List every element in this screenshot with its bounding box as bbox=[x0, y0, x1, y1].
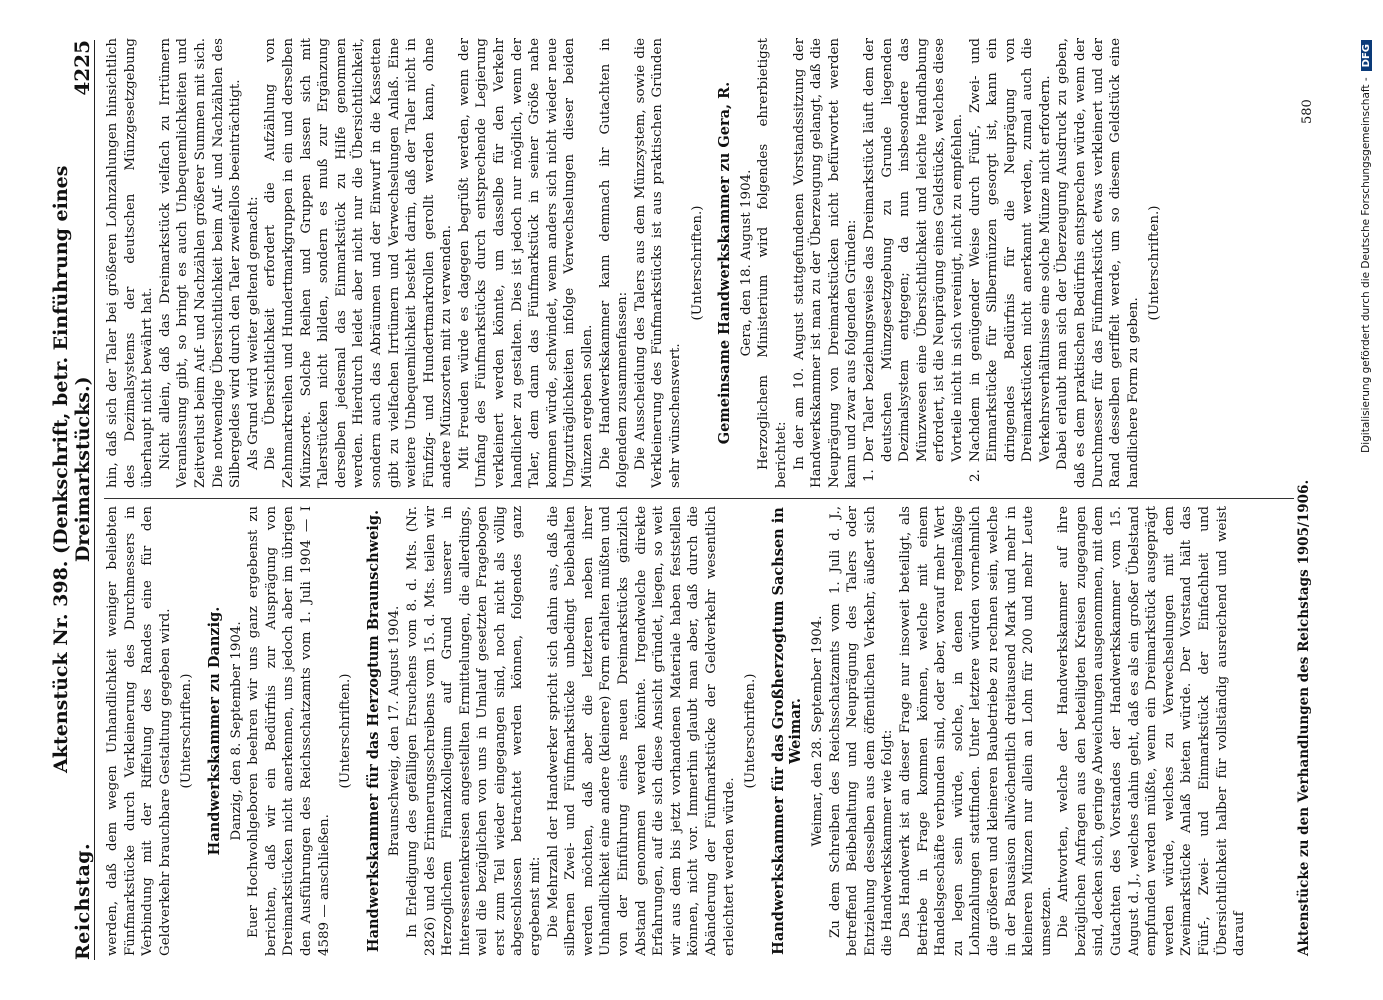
paragraph: In der am 10. August stattgefundenen Vorstandssitzung der Handwerkskammer ist man zu der Überzeugung gelangt, daß die Neuprägung von Dreimarkstücken nicht befürwortet werden kann und zwar aus folgenden Gründen: bbox=[791, 38, 860, 488]
paragraph: Die Handwerkskammer kann demnach ihr Gutachten in folgendem zusammenfassen: bbox=[597, 38, 631, 488]
paragraph: Euer Hochwohlgeboren beehren wir uns ganz ergebenst zu berichten, daß wir ein Bedürfnis zur Ausprägung von Dreimarkstücken nicht anerkennen, uns jedoch aber im übrigen den Ausführungen des Reichsschatzamts vom 1. Juli 1904 — I 4589 — anschließen. bbox=[246, 506, 332, 956]
right-column bbox=[104, 38, 1294, 488]
paragraph: Die Übersichtlichkeit erfordert die Aufzählung von Zehnmarkreihen und Hundertmarkgruppen in ein und derselben Münzsorte. Solche Reihen und Gruppen lassen sich mit Talerstücken nicht bilden, sondern es muß zur Ergänzung derselben jedesmal das Einmarkstück zu Hilfe genommen werden. Hierdurch leidet aber nicht nur die Übersichtlichkeit, sondern auch das Abräumen und der Einwurf in die Kassetten gibt zu vielfachen Irrtümern und Verwechselungen Anlaß. Eine weitere Unbequemlichkeit besteht darin, daß der Taler nicht in Fünfzig- und Hundertmarkrollen gerollt werden kann, ohne andere Münzsorten mit zu verwenden. bbox=[263, 38, 455, 488]
dfg-logo: DFG bbox=[1361, 40, 1372, 71]
section-heading: Handwerkskammer für das Herzogtum Braunschweig. bbox=[364, 509, 382, 953]
signature: (Unterschriften.) bbox=[179, 673, 195, 789]
paragraph: Als Grund wird weiter geltend gemacht: bbox=[245, 196, 261, 470]
paragraph: Dabei erlaubt man sich der Überzeugung Ausdruck zu geben, daß es dem praktischen Bedürfnis entsprechen würde, wenn der Durchmesser für das Fünfmarkstück etwas verkleinert und der Rand desselben geriffelt werde, um so diesem Geldstück eine handlichere Form zu geben. bbox=[1055, 38, 1141, 488]
footer-page-number: 580 bbox=[1300, 99, 1315, 124]
list-item-text: Nachdem in genügender Weise durch Fünf-, Zwei- und Einmarkstücke für Silbermünzen gesorgt ist, kann ein dringendes Bedürfnis für die Neuprägung von Dreimarkstücken nicht anerkannt werden, zumal auch die Verkehrsverhältnisse eine solche Münze nicht erfordern. bbox=[967, 38, 1053, 462]
paragraph: Die Ausscheidung des Talers aus dem Münzsystem, sowie die Verkleinerung des Fünfmarkstücks ist aus praktischen Gründen sehr wünschenswert. bbox=[632, 38, 683, 488]
paragraph: Mit Freuden würde es dagegen begrüßt werden, wenn der Umfang des Fünfmarkstücks durch entsprechende Legierung verkleinert werden könnte, um dasselbe für den Verkehr handlicher zu gestalten. Dies ist jedoch nur möglich, wenn der Taler, dem dann das Fünfmarkstück in seiner Größe nahe kommen würde, schwindet, wenn anders sich nicht wieder neue Ungzuträglichkeiten infolge Verwechselungen dieser beiden Münzen ergeben sollen. bbox=[456, 38, 596, 488]
paragraph: In Erledigung des gefälligen Ersuchens vom 8. d. Mts. (Nr. 2826) und des Erinnerungsschreibens vom 15. d. Mts. teilen wir Herzoglichem Finanzkollegium auf Grund unserer in Interessentenkreisen angestellten Ermittelungen, die allerdings, weil die bezüglichen von uns in Umlauf gesetzten Fragebogen erst zum Teil wieder eingegangen sind, noch nicht als völlig abgeschlossen betrachtet werden können, folgendes ganz ergebenst mit: bbox=[404, 506, 544, 956]
paragraph: Zu dem Schreiben des Reichsschatzamts vom 1. Juli d. J., betreffend Beibehaltung und Neuprägung des Talers oder Entziehung desselben aus dem öffentlichen Verkehr, äußert sich die Handwerkskammer wie folgt: bbox=[827, 506, 896, 956]
signature: (Unterschriften.) bbox=[743, 673, 759, 789]
list-item-number: 2. bbox=[967, 469, 983, 482]
list-item-number: 1. bbox=[861, 469, 877, 482]
section-heading: Handwerkskammer zu Danzig. bbox=[205, 606, 223, 856]
paragraph: hin, daß sich der Taler bei größeren Lohnzahlungen hinsichtlich des Dezimalsystems der deutschen Münzgesetzgebung überhaupt nicht bewährt hat. bbox=[105, 38, 156, 488]
left-column bbox=[104, 506, 1294, 956]
page-footer: Aktenstücke zu den Verhandlungen des Reichstags 1905/1906. bbox=[1296, 479, 1312, 956]
paragraph: Die Mehrzahl der Handwerker spricht sich dahin aus, daß die silbernen Zwei- und Fünfmarkstücke unbedingt beibehalten werden möchten, daß aber die letzteren neben ihrer Unhandlichkeit eine andere (kleinere) Form erhalten müßten und von der Einführung eines neuen Dreimarkstücks gänzlich Abstand genommen werden könnte. Irgendwelche direkte Erfahrungen, auf die sich diese Ansicht gründet, liegen, so weit wir aus dem bis jetzt vorhandenen Materiale haben feststellen können, nicht vor. Immerhin glaubt man aber, daß durch die Abänderung der Fünfmarkstücke der Geldverkehr wesentlich erleichtert werden würde. bbox=[545, 506, 737, 956]
paragraph: Nicht allein, daß das Dreimarkstück vielfach zu Irrtümern Veranlassung gibt, so bringt es auch Unbequemlichkeiten und Zeitverlust beim Auf- und Nachzählen größerer Summen mit sich. Die notwendige Übersichtlichkeit beim Auf- und Nachzählen des Silbergeldes wird durch den Taler zweifellos beeinträchtigt. bbox=[157, 38, 244, 488]
place-date: Gera, den 18. August 1904. bbox=[738, 169, 754, 357]
section-heading: Gemeinsame Handwerkskammer zu Gera, R. bbox=[716, 81, 734, 445]
digitization-text: Digitalisierung gefördert durch die Deutsche Forschungsgemeinschaft - bbox=[1360, 77, 1372, 453]
list-item bbox=[861, 38, 967, 488]
paragraph: Herzoglichem Ministerium wird folgendes ehrerbietigst berichtet: bbox=[756, 38, 789, 488]
header-title: Aktenstück Nr. 398. (Denkschrift, betr. Einführung eines Dreimarkstücks.) bbox=[50, 165, 94, 773]
paragraph: Die Antworten, welche der Handwerkskammer auf ihre bezüglichen Anfragen aus den beteiligten Kreisen zugegangen sind, decken sich, geringe Abweichungen ausgenommen, mit dem Gutachten des Vorstandes der Handwerkskammer vom 15. August d. J., welches dahin geht, daß es als ein großer Übelstand empfunden werden müßte, wenn ein Dreimarkstück ausgeprägt werden würde, welches zu Verwechselungen mit dem Zweimarkstücke Anlaß bieten würde. Der Vorstand hält das Fünf-, Zwei- und Einmarkstück der Einfachheit und Übersichtlichkeit halber für vollständig ausreichend und weist darauf bbox=[1056, 506, 1248, 956]
signature: (Unterschriften.) bbox=[338, 673, 354, 789]
column-divider bbox=[104, 498, 1294, 499]
page-header bbox=[50, 40, 95, 960]
paragraph: werden, daß dem wegen Unhandlichkeit weniger beliebten Fünfmarkstücke durch Verkleinerung des Durchmessers in Verbindung mit der Riffelung des Randes eine für den Geldverkehr brauchbare Gestaltung gegeben wird. bbox=[105, 506, 173, 956]
section-heading: Handwerkskammer für das Großherzogtum Sachsen in Weimar. bbox=[769, 507, 805, 955]
paragraph: Das Handwerk ist an dieser Frage nur insoweit beteiligt, als Betriebe in Frage kommen können, welche mit einem Handelsgeschäfte verbunden sind, oder aber, worauf mehr Wert zu legen sein würde, solche, in denen regelmäßige Lohnzahlungen stattfinden. Unter letztere würden vornehmlich die größeren und kleineren Baubetriebe zu rechnen sein, welche in der Bausaison allwöchentlich dreitausend Mark und mehr in kleineren Münzen nur allein an Lohn für 200 und mehr Leute umsetzen. bbox=[897, 506, 1054, 956]
header-page-number: 4225 bbox=[70, 40, 94, 96]
signature: (Unterschriften.) bbox=[1147, 205, 1163, 321]
list-item-text: Der Taler beziehungsweise das Dreimarkstück läuft dem der deutschen Münzgesetzgebung zu Grunde liegenden Dezimalsystem entgegen; da nun insbesondere das Münzwesen eine Übersichtlichkeit und leichte Handhabung erfordert, ist die Neuprägung eines Geldstücks, welches diese Vorteile nicht in sich vereinigt, nicht zu empfehlen. bbox=[861, 38, 965, 462]
list-item bbox=[967, 38, 1055, 488]
signature: (Unterschriften.) bbox=[689, 205, 705, 321]
place-date: Braunschweig, den 17. August 1904. bbox=[387, 605, 403, 857]
place-date: Danzig, den 8. September 1904. bbox=[228, 621, 244, 841]
header-left: Reichstag. bbox=[72, 842, 94, 960]
digitization-note bbox=[1360, 40, 1372, 960]
place-date: Weimar, den 28. September 1904. bbox=[809, 615, 825, 847]
